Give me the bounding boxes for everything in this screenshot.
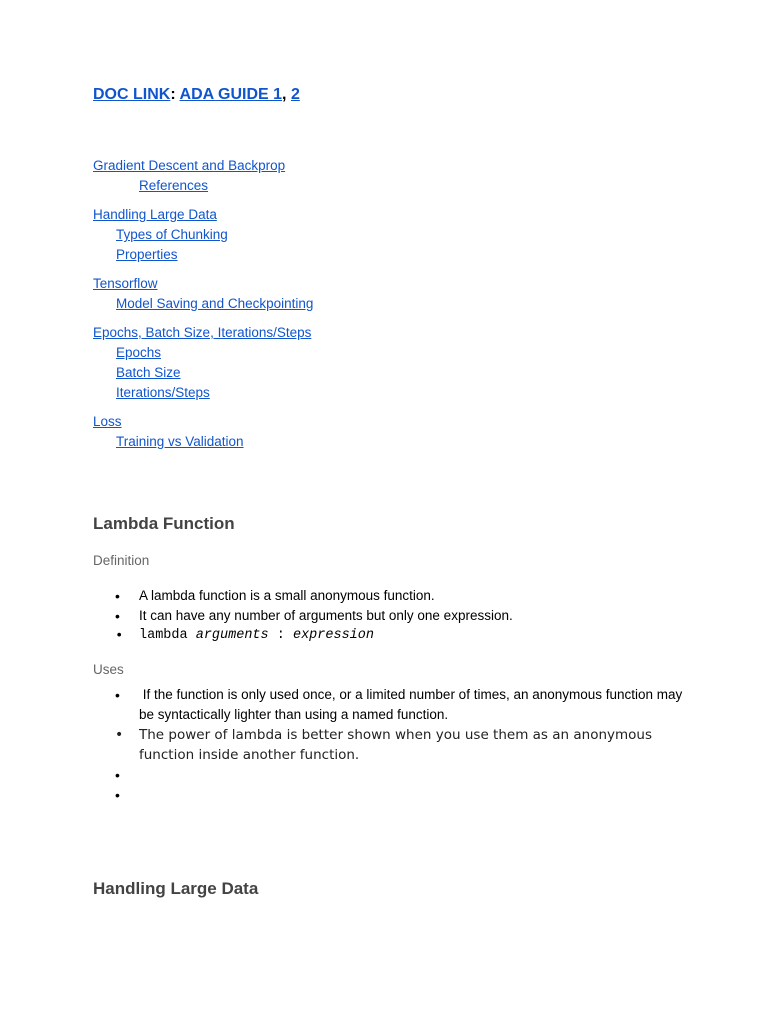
toc-link-model-saving[interactable]: Model Saving and Checkpointing <box>116 296 314 311</box>
list-item: • A lambda function is a small anonymous function. <box>93 586 693 606</box>
toc-link-handling-large-data[interactable]: Handling Large Data <box>93 207 217 222</box>
empty-list-item <box>93 785 693 805</box>
doc-link[interactable]: DOC LINK <box>93 86 171 103</box>
toc-link-batch-size[interactable]: Batch Size <box>116 365 181 380</box>
definition-heading: Definition <box>93 553 150 568</box>
empty-list-item <box>93 765 693 785</box>
ada-guide-1-link[interactable]: ADA GUIDE 1 <box>179 86 283 103</box>
toc-link-types-of-chunking[interactable]: Types of Chunking <box>116 227 228 242</box>
doc-link-line <box>93 86 300 104</box>
doc-link-colon: : <box>170 86 176 103</box>
toc-link-references[interactable]: References <box>139 178 209 193</box>
lambda-colon: : <box>276 628 285 643</box>
lambda-arguments: arguments <box>195 628 269 643</box>
toc-link-epochs-batch-iterations[interactable]: Epochs, Batch Size, Iterations/Steps <box>93 325 312 340</box>
toc-link-training-vs-validation[interactable]: Training vs Validation <box>116 434 244 449</box>
list-item: • It can have any number of arguments but only one expression. <box>93 606 693 626</box>
definition-list <box>93 586 693 646</box>
toc-group-epochs <box>93 323 313 403</box>
toc-link-loss[interactable]: Loss <box>93 414 122 429</box>
lambda-function-heading: Lambda Function <box>93 514 235 533</box>
uses-heading: Uses <box>93 662 124 677</box>
toc-link-tensorflow[interactable]: Tensorflow <box>93 276 158 291</box>
toc-group-tensorflow <box>93 274 313 314</box>
lambda-expression: expression <box>292 628 374 643</box>
table-of-contents <box>93 156 313 461</box>
toc-link-gradient-descent[interactable]: Gradient Descent and Backprop <box>93 158 286 173</box>
doc-link-comma: , <box>282 86 287 103</box>
list-item: • The power of lambda is better shown when you use them as an anonymous function inside another function. <box>93 725 693 765</box>
handling-large-data-heading: Handling Large Data <box>93 879 259 898</box>
toc-link-epochs[interactable]: Epochs <box>116 345 162 360</box>
lambda-keyword: lambda <box>139 628 188 643</box>
syntax-list-item <box>93 626 693 646</box>
ada-guide-2-link[interactable]: 2 <box>290 86 300 103</box>
uses-list <box>93 685 693 805</box>
toc-group-gradient-descent <box>93 156 313 196</box>
toc-group-handling-large-data <box>93 205 313 265</box>
toc-link-properties[interactable]: Properties <box>116 247 178 262</box>
toc-link-iterations-steps[interactable]: Iterations/Steps <box>116 385 210 400</box>
toc-group-loss <box>93 412 313 452</box>
list-item: • If the function is only used once, or a limited number of times, an anonymous function may be syntactically lighter than using a named function. <box>93 685 693 725</box>
